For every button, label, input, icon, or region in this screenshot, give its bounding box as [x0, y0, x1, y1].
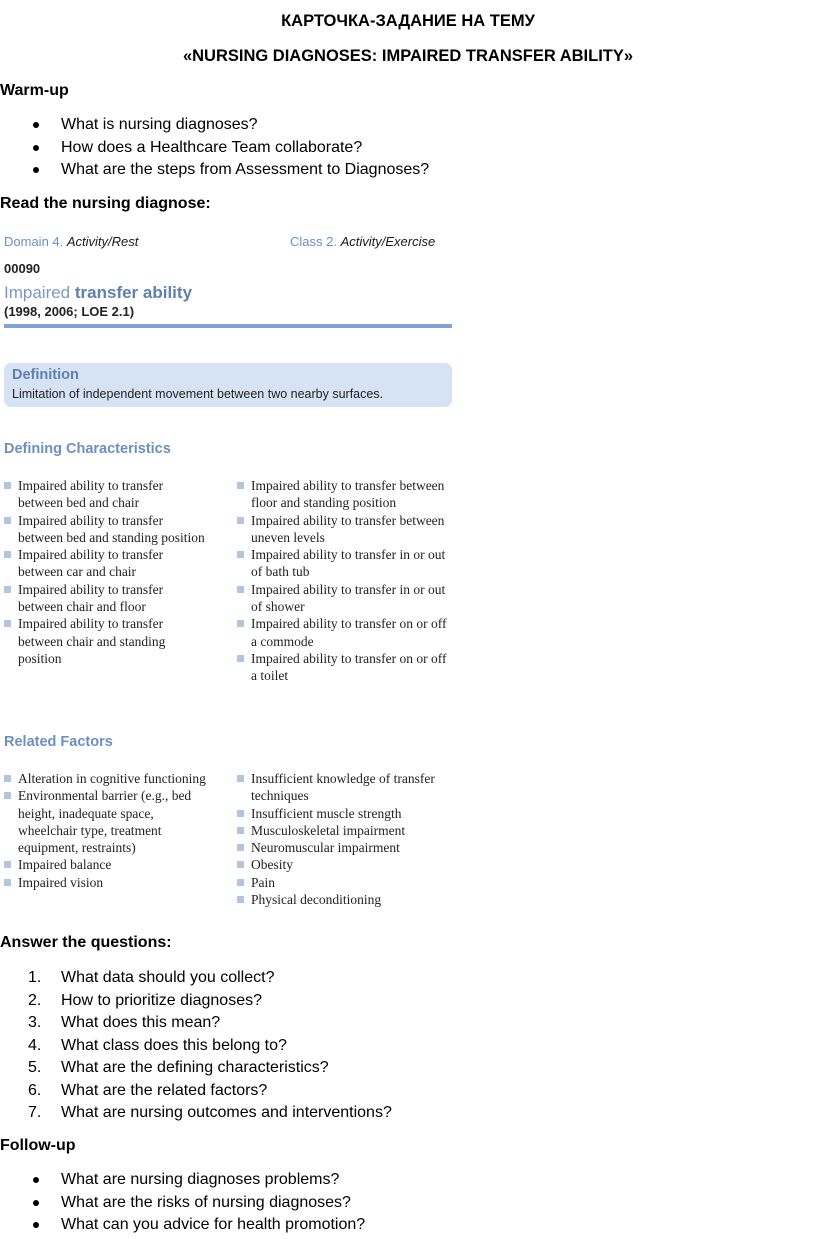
list-item: Impaired balance — [4, 856, 212, 873]
related-right-column — [237, 770, 452, 908]
followup-list — [0, 1169, 365, 1237]
related-heading: Related Factors — [4, 734, 113, 750]
list-item: Neuromuscular impairment — [237, 839, 452, 856]
answer-list — [0, 967, 392, 1125]
diagnosis-card — [4, 229, 454, 909]
diagnosis-meta: (1998, 2006; LOE 2.1) — [4, 304, 135, 319]
domain-line — [4, 234, 138, 249]
list-item: Impaired ability to transfer between bed and standing position — [4, 512, 209, 547]
definition-text: Limitation of independent movement between two nearby surfaces. — [12, 387, 384, 401]
warmup-list — [0, 114, 429, 182]
list-item: Impaired ability to transfer between floor and standing position — [237, 477, 452, 512]
warmup-heading: Warm-up — [0, 82, 69, 99]
diagnosis-title — [4, 283, 192, 303]
domain-label: Domain 4. — [4, 234, 64, 249]
page-title-line-1: КАРТОЧКА-ЗАДАНИЕ НА ТЕМУ — [281, 12, 535, 30]
defining-right-column — [237, 477, 452, 685]
list-item: Impaired ability to transfer in or out of bath tub — [237, 546, 452, 581]
diagnosis-title-prefix: Impaired — [4, 283, 71, 302]
list-item: Alteration in cognitive functioning — [4, 770, 212, 787]
list-item: What are the risks of nursing diagnoses? — [0, 1192, 365, 1215]
diagnosis-title-main: transfer ability — [74, 283, 193, 302]
list-item: Physical deconditioning — [237, 891, 452, 908]
class-label: Class 2. — [290, 234, 337, 249]
list-item: 6. What are the related factors? — [28, 1081, 268, 1099]
list-item: Insufficient muscle strength — [237, 805, 452, 822]
list-item: Obesity — [237, 856, 452, 873]
class-value: Activity/Exercise — [340, 234, 436, 249]
page-title-line-2: «NURSING DIAGNOSES: IMPAIRED TRANSFER ABILITY» — [182, 47, 634, 65]
list-item: Environmental barrier (e.g., bed height, inadequate space, wheelchair type, treatment equipment, restraints) — [4, 787, 212, 856]
list-item: 5. What are the defining characteristics? — [28, 1059, 329, 1076]
followup-heading: Follow-up — [0, 1137, 76, 1154]
list-item: Musculoskeletal impairment — [237, 822, 452, 839]
list-item: Impaired ability to transfer between chair and standing position — [4, 615, 209, 667]
list-item: Impaired ability to transfer in or out of shower — [237, 581, 452, 616]
answer-heading: Answer the questions: — [0, 934, 172, 951]
list-item: What are nursing diagnoses problems? — [0, 1169, 365, 1192]
list-item: Impaired ability to transfer between chair and floor — [4, 581, 209, 616]
list-item: 3. What does this mean? — [28, 1014, 221, 1031]
list-item: How does a Healthcare Team collaborate? — [0, 137, 429, 160]
list-item: What are the steps from Assessment to Diagnoses? — [0, 159, 429, 182]
definition-box — [4, 363, 452, 407]
defining-left-column — [4, 477, 209, 667]
list-item: 7. What are nursing outcomes and interventions? — [28, 1104, 392, 1121]
list-item: 2. How to prioritize diagnoses? — [28, 991, 262, 1009]
list-item: Impaired ability to transfer on or off a commode — [237, 615, 452, 650]
list-item: Impaired ability to transfer on or off a toilet — [237, 650, 452, 685]
list-item: Insufficient knowledge of transfer techniques — [237, 770, 452, 805]
definition-heading: Definition — [12, 367, 79, 383]
list-item: Impaired ability to transfer between uneven levels — [237, 512, 452, 547]
list-item: 4. What class does this belong to? — [28, 1036, 287, 1054]
class-line — [290, 234, 435, 249]
list-item: Impaired ability to transfer between car and chair — [4, 546, 209, 581]
read-heading: Read the nursing diagnose: — [0, 195, 211, 212]
list-item: 1. What data should you collect? — [28, 969, 275, 986]
list-item: Pain — [237, 874, 452, 891]
defining-heading: Defining Characteristics — [4, 441, 171, 457]
diagnosis-code: 00090 — [4, 261, 41, 276]
list-item: What can you advice for health promotion? — [0, 1214, 365, 1237]
list-item: Impaired ability to transfer between bed and chair — [4, 477, 209, 512]
divider — [4, 324, 452, 328]
related-left-column — [4, 770, 212, 891]
list-item: What is nursing diagnoses? — [0, 114, 429, 137]
domain-value: Activity/Rest — [66, 234, 139, 249]
list-item: Impaired vision — [4, 874, 212, 891]
